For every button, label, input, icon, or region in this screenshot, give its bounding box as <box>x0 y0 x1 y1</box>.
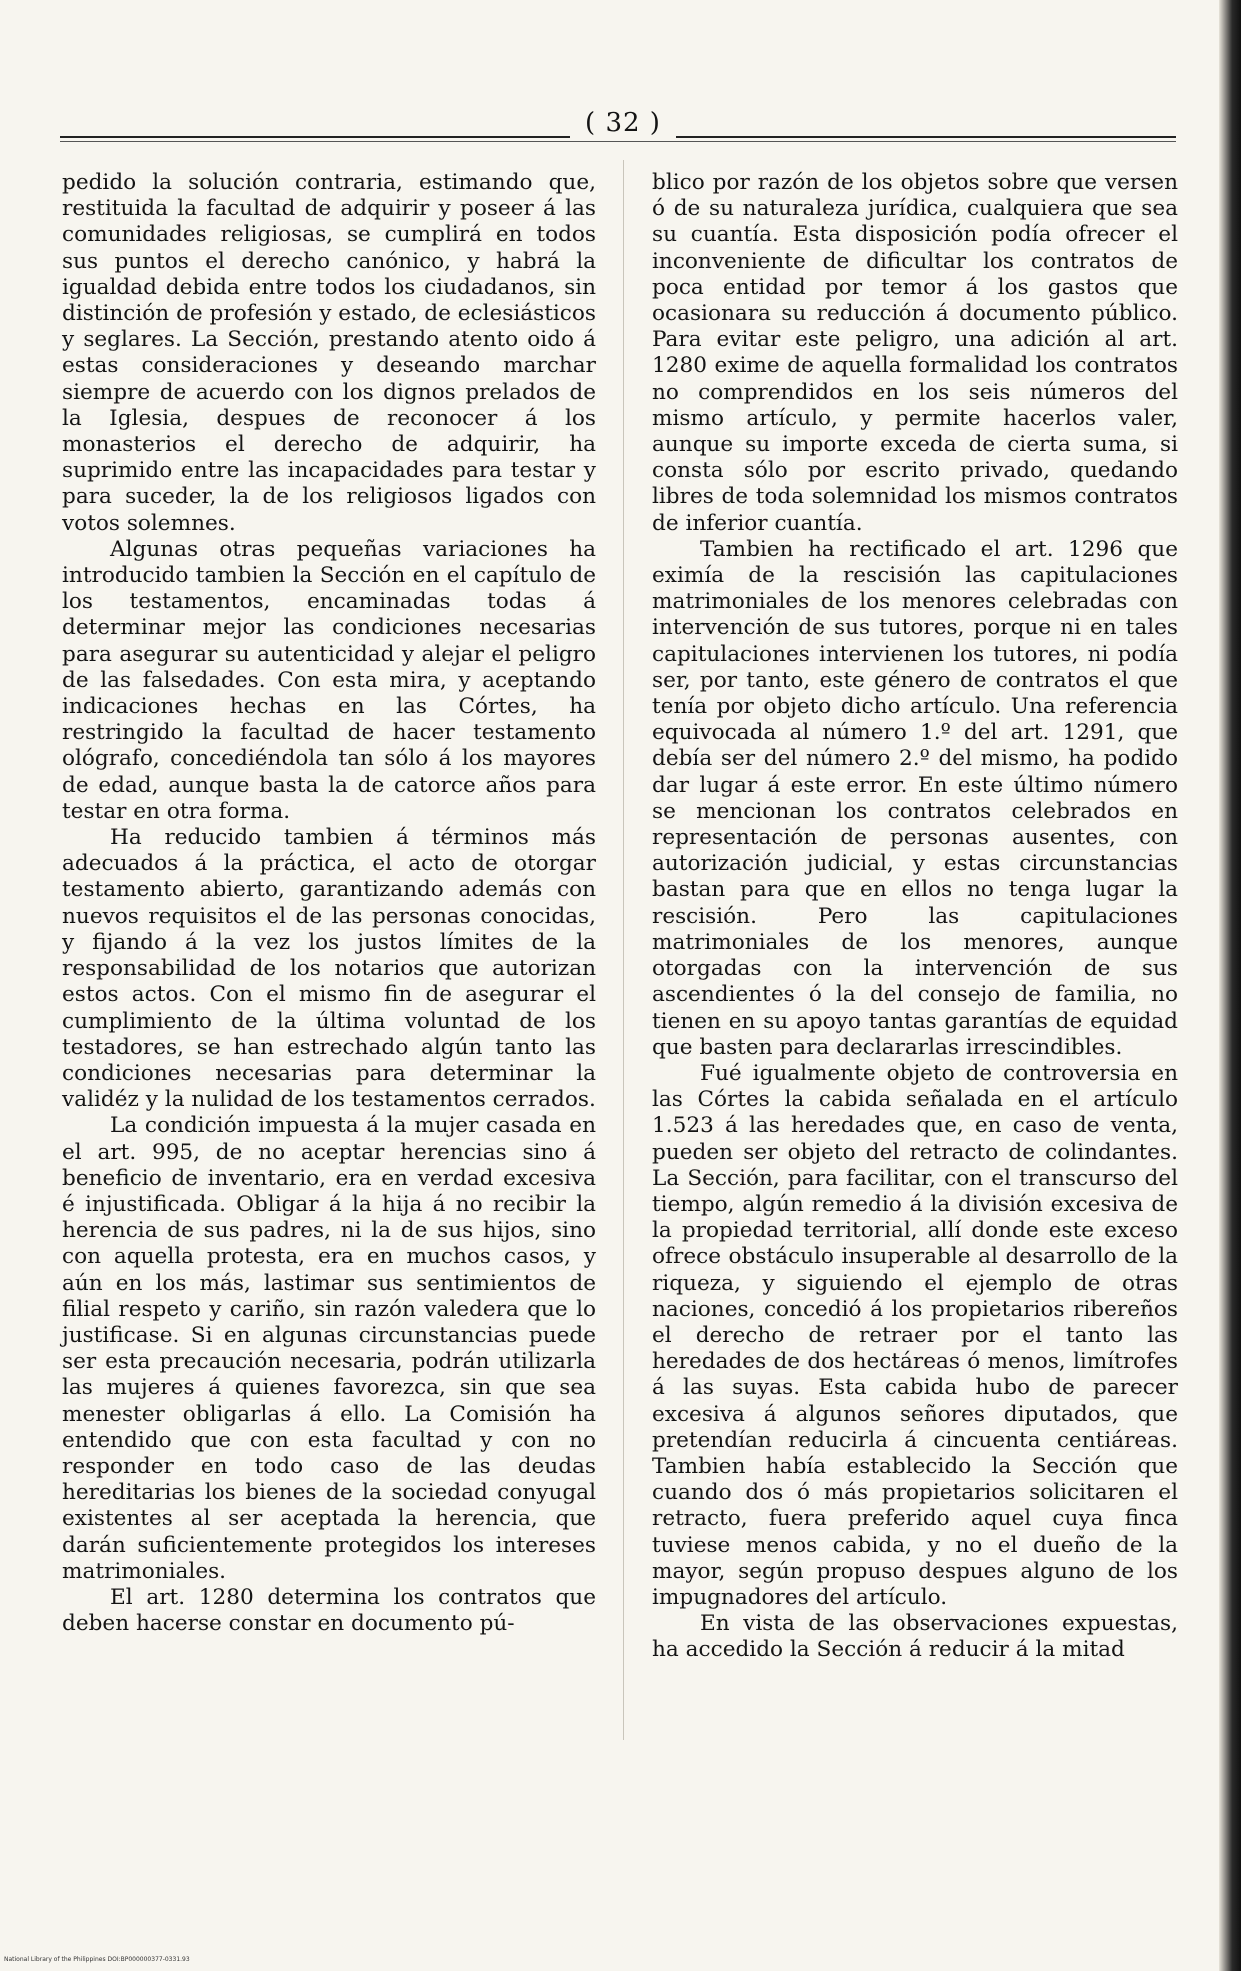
paragraph: En vista de las observaciones expuestas, ha accedido la Sección á reducir á la mitad <box>652 1611 1178 1663</box>
paragraph: pedido la solución contraria, estimando que, restituida la facultad de adquirir y poseer á las comunidades religiosas, se cumplirá en todos sus puntos el derecho canónico, y habrá la igualdad debida entre todos los ciudadanos, sin distinción de profesión y estado, de eclesiásticos y seglares. La Sección, prestando atento oido á estas consideraciones y deseando marchar siempre de acuerdo con los dignos prelados de la Iglesia, despues de reconocer á los monasterios el derecho de adquirir, ha suprimido entre las incapacidades para testar y para suceder, la de los religiosos ligados con votos solemnes. <box>62 170 596 536</box>
footer-credit: National Library of the Philippines DOI:BP000000377-0331.93 <box>4 1956 190 1963</box>
page-number: ( 32 ) <box>585 108 661 138</box>
header-rule-left <box>60 136 570 138</box>
paragraph: Ha reducido tambien á términos más adecuados á la práctica, el acto de otorgar testamento abierto, garantizando además con nuevos requisitos el de las personas conocidas, y fijando á la vez los justos límites de la responsabilidad de los notarios que autorizan estos actos. Con el mismo fin de asegurar el cumplimiento de la última voluntad de los testadores, se han estrechado algún tanto las condiciones necesarias para determinar la validéz y la nulidad de los testamentos cerrados. <box>62 825 596 1113</box>
paragraph: Fué igualmente objeto de controversia en las Córtes la cabida señalada en el artículo 1.523 á las heredades que, en caso de venta, pueden ser objeto del retracto de colindantes. La Sección, para facilitar, con el transcurso del tiempo, algún remedio á la división excesiva de la propiedad territorial, allí donde este exceso ofrece obstáculo insuperable al desarrollo de la riqueza, y siguiendo el ejemplo de otras naciones, concedió á los propietarios ribereños el derecho de retraer por el tanto las heredades de dos hectáreas ó menos, limítrofes á las suyas. Esta cabida hubo de parecer excesiva á algunos señores diputados, que pretendían reducirla á cincuenta centiáreas. Tambien había establecido la Sección que cuando dos ó más propietarios solicitaren el retracto, fuera preferido aquel cuya finca tuviese menos cabida, y no el dueño de la mayor, según propuso despues alguno de los impugnadores del artículo. <box>652 1060 1178 1610</box>
header-rule-thin <box>60 141 1176 142</box>
column-divider <box>623 160 624 1740</box>
paragraph: El art. 1280 determina los contratos que deben hacerse constar en documento pú- <box>62 1584 596 1637</box>
left-column <box>62 170 596 1637</box>
right-column <box>652 170 1178 1664</box>
header-rule-right <box>676 136 1176 138</box>
paragraph: Tambien ha rectificado el art. 1296 que eximía de la rescisión las capitulaciones matrimoniales de los menores celebradas con intervención de sus tutores, porque ni en tales capitulaciones intervienen los tutores, ni podía ser, por tanto, este género de contratos el que tenía por objeto dicho artículo. Una referencia equivocada al número 1.º del art. 1291, que debía ser del número 2.º del mismo, ha podido dar lugar á este error. En este último número se mencionan los contratos celebrados en representación de personas ausentes, con autorización judicial, y estas circunstancias bastan para que en ellos no tenga lugar la rescisión. Pero las capitulaciones matrimoniales de los menores, aunque otorgadas con la intervención de sus ascendientes ó la del consejo de familia, no tienen en su apoyo tantas garantías de equidad que basten para declararlas irrescindibles. <box>652 536 1178 1060</box>
paragraph: blico por razón de los objetos sobre que versen ó de su naturaleza jurídica, cualquiera que sea su cuantía. Esta disposición podía ofrecer el inconveniente de dificultar los contratos de poca entidad por temor á los gastos que ocasionara su reducción á documento público. Para evitar este peligro, una adición al art. 1280 exime de aquella formalidad los contratos no comprendidos en los seis números del mismo artículo, y permite hacerlos valer, aunque su importe exceda de cierta suma, si consta sólo por escrito privado, quedando libres de toda solemnidad los mismos contratos de inferior cuantía. <box>652 170 1178 536</box>
page-edge-shadow <box>1219 0 1241 1971</box>
paragraph: Algunas otras pequeñas variaciones ha introducido tambien la Sección en el capítulo de los testamentos, encaminadas todas á determinar mejor las condiciones necesarias para asegurar su autenticidad y alejar el peligro de las falsedades. Con esta mira, y aceptando indicaciones hechas en las Córtes, ha restringido la facultad de hacer testamento ológrafo, concediéndola tan sólo á los mayores de edad, aunque basta la de catorce años para testar en otra forma. <box>62 536 596 824</box>
paragraph: La condición impuesta á la mujer casada en el art. 995, de no aceptar herencias sino á beneficio de inventario, era en verdad excesiva é injustificada. Obligar á la hija á no recibir la herencia de sus padres, ni la de sus hijos, sino con aquella protesta, era en muchos casos, y aún en los más, lastimar sus sentimientos de filial respeto y cariño, sin razón valedera que lo justificase. Si en algunas circunstancias puede ser esta precaución necesaria, podrán utilizarla las mujeres á quienes favorezca, sin que sea menester obligarlas á ello. La Comisión ha entendido que con esta facultad y con no responder en todo caso de las deudas hereditarias los bienes de la sociedad conyugal existentes al ser aceptada la herencia, que darán suficientemente protegidos los intereses matrimoniales. <box>62 1113 596 1584</box>
